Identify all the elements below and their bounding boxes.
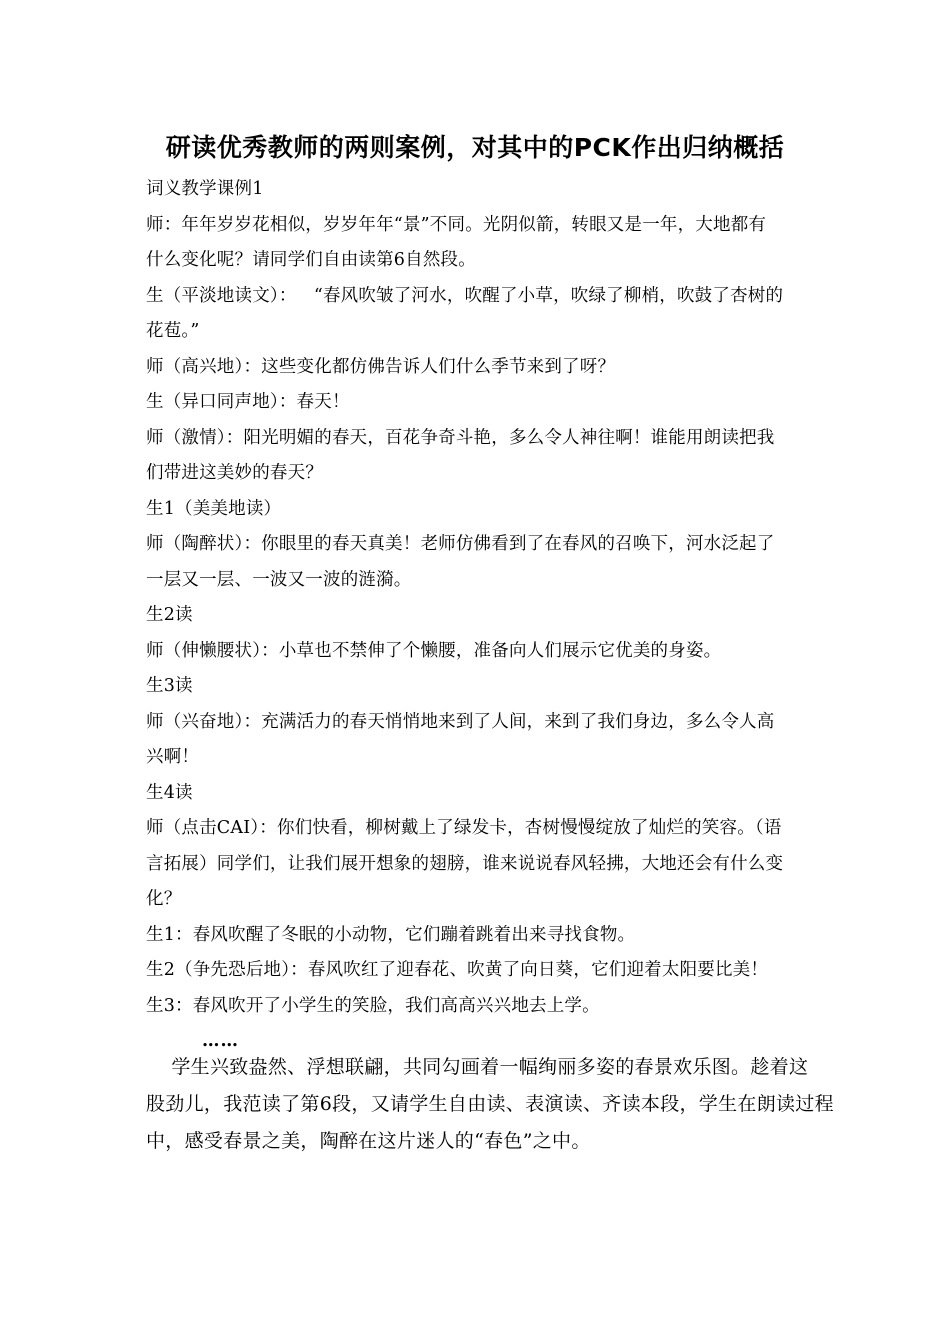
case-dialogue <box>146 172 811 1060</box>
text-line: 生（异口同声地）：春天！ <box>146 392 350 412</box>
text-line: 师（高兴地）：这些变化都仿佛告诉人们什么季节来到了呀？ <box>146 356 616 377</box>
text-line: 师（陶醉状）：你眼里的春天真美！老师仿佛看到了在春风的召唤下，河水泛起了 <box>146 534 775 554</box>
ellipsis: …… <box>202 1031 239 1051</box>
summary-line: 学生兴致盎然、浮想联翩，共同勾画着一幅绚丽多姿的春景欢乐图。趁着这 <box>146 1056 809 1078</box>
text-line: 一层又一层、一波又一波的涟漪。 <box>146 569 412 590</box>
text-line: 生2（争先恐后地）：春风吹红了迎春花、吹黄了向日葵，它们迎着太阳要比美！ <box>146 960 769 980</box>
text-line: 生1：春风吹醒了冬眠的小动物，它们蹦着跳着出来寻找食物。 <box>146 924 636 945</box>
text-line: 兴啊！ <box>146 747 200 767</box>
text-line: 生3读 <box>146 676 193 696</box>
text-line: 生（平淡地读文）： “春风吹皱了河水，吹醒了小草，吹绿了柳梢，吹鼓了杏树的 <box>146 285 784 306</box>
text-line: 花苞。” <box>146 321 200 341</box>
text-line: 师（兴奋地）：充满活力的春天悄悄地来到了人间，来到了我们身边，多么令人高 <box>146 711 775 732</box>
text-line: 们带进这美妙的春天？ <box>146 463 323 483</box>
text-line: 言拓展）同学们，让我们展开想象的翅膀，谁来说说春风轻拂，大地还会有什么变 <box>146 853 784 874</box>
text-line: 生2读 <box>146 605 193 625</box>
summary-paragraph <box>146 1049 834 1160</box>
text-line: 化？ <box>146 889 182 909</box>
text-line: 师：年年岁岁花相似，岁岁年年“景”不同。光阴似箭，转眼又是一年，大地都有 <box>146 214 767 235</box>
summary-line: 股劲儿，我范读了第6段，又请学生自由读、表演读、齐读本段，学生在朗读过程 <box>146 1093 834 1115</box>
text-line: 什么变化呢？请同学们自由读第6自然段。 <box>146 250 476 270</box>
text-line: 词义教学课例1 <box>146 179 264 199</box>
text-line: 师（激情）：阳光明媚的春天，百花争奇斗艳，多么令人神往啊！谁能用朗读把我 <box>146 427 775 448</box>
text-line: 生3：春风吹开了小学生的笑脸，我们高高兴兴地去上学。 <box>146 995 600 1016</box>
text-line: 生4读 <box>146 782 193 803</box>
text-line: 师（伸懒腰状）：小草也不禁伸了个懒腰，准备向人们展示它优美的身姿。 <box>146 640 722 661</box>
text-line: 师（点击CAI）：你们快看，柳树戴上了绿发卡，杏树慢慢绽放了灿烂的笑容。（语 <box>146 818 782 838</box>
text-line: 生1（美美地读） <box>146 498 282 519</box>
summary-line: 中，感受春景之美，陶醉在这片迷人的“春色”之中。 <box>146 1130 591 1152</box>
document-title: 研读优秀教师的两则案例，对其中的PCK作出归纳概括 <box>165 133 785 162</box>
